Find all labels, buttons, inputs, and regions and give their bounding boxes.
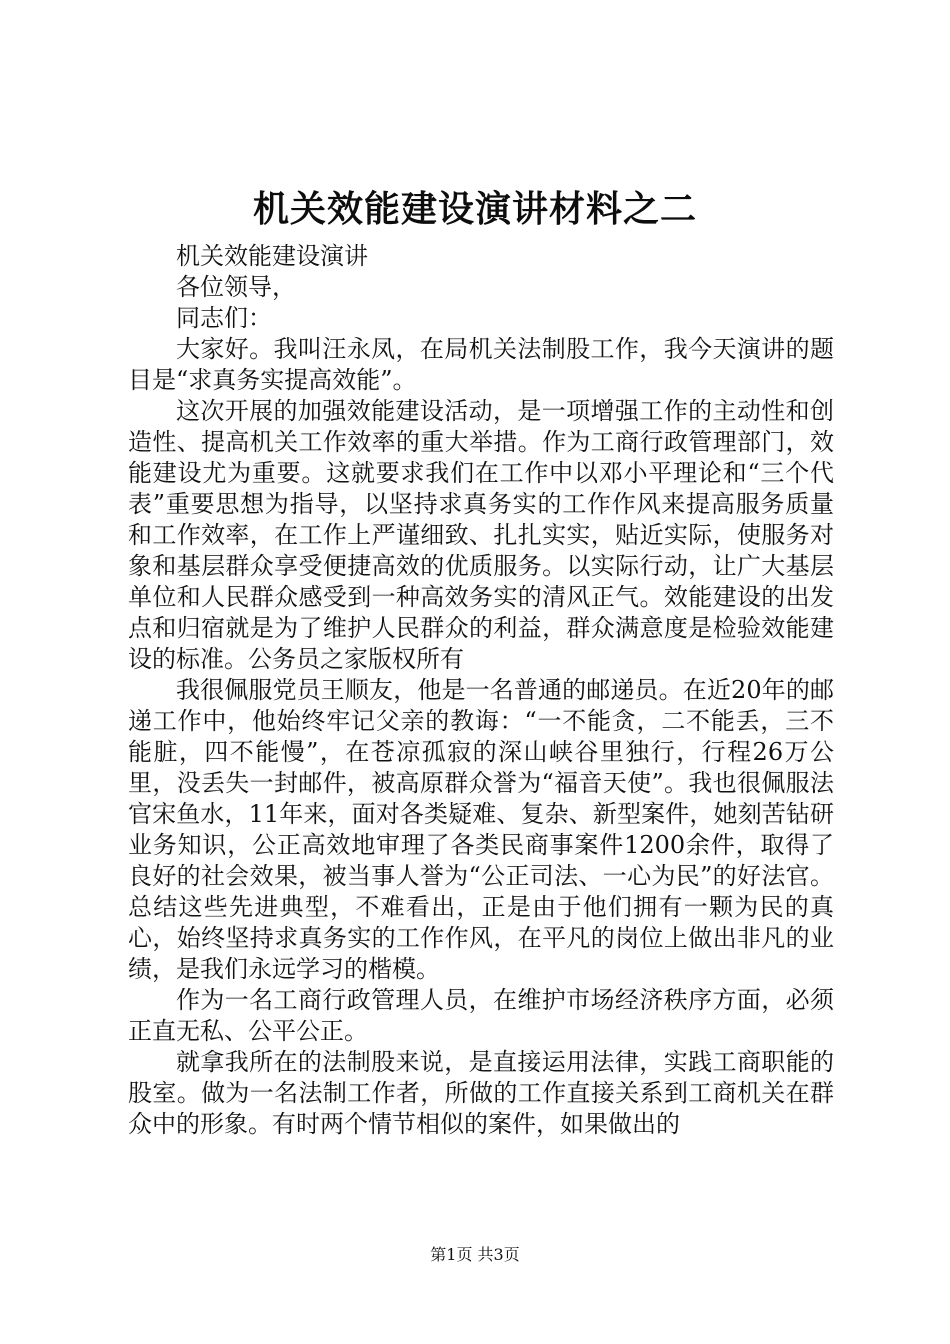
paragraph-efficiency-campaign: 这次开展的加强效能建设活动，是一项增强工作的主动性和创造性、提高机关工作效率的重大举措。作为工商行政管理部门，效能建设尤为重要。这就要求我们在工作中以邓小平理论和“三个代表”重要思想为指导，以坚持求真务实的工作作风来提高服务质量和工作效率，在工作上严谨细致、扎扎实实，贴近实际，使服务对象和基层群众享受便捷高效的优质服务。以实际行动，让广大基层单位和人民群众感受到一种高效务实的清风正气。效能建设的出发点和归宿就是为了维护人民群众的利益，群众满意度是检验效能建设的标准。公务员之家版权所有 [128,397,834,673]
paragraph-legal-section: 就拿我所在的法制股来说，是直接运用法律，实践工商职能的股室。做为一名法制工作者，所做的工作直接关系到工商机关在群众中的形象。有时两个情节相似的案件，如果做出的 [128,1048,834,1138]
paragraph-introduction: 大家好。我叫汪永凤，在局机关法制股工作，我今天演讲的题目是“求真务实提高效能”。 [128,335,834,394]
paragraph-market-order: 作为一名工商行政管理人员，在维护市场经济秩序方面，必须正直无私、公平公正。 [128,986,834,1045]
paragraph-role-models: 我很佩服党员王顺友，他是一名普通的邮递员。在近20年的邮递工作中，他始终牢记父亲的教诲：“一不能贪，二不能丢，三不能脏，四不能慢”，在苍凉孤寂的深山峡谷里独行，行程26万公里，没丢失一封邮件，被高原群众誉为“福音天使”。我也很佩服法官宋鱼水，11年来，面对各类疑难、复杂、新型案件，她刻苦钻研业务知识，公正高效地审理了各类民商事案件1200余件，取得了良好的社会效果，被当事人誉为“公正司法、一心为民”的好法官。总结这些先进典型，不难看出，正是由于他们拥有一颗为民的真心，始终坚持求真务实的工作作风，在平凡的岗位上做出非凡的业绩，是我们永远学习的楷模。 [128,676,834,983]
document-title: 机关效能建设演讲材料之二 [252,188,697,230]
paragraph-speech-heading: 机关效能建设演讲 [176,242,368,270]
document-body [128,241,834,1140]
paragraph-salutation-comrades: 同志们： [176,304,272,332]
paragraph-salutation-leaders: 各位领导， [176,273,296,301]
page-footer: 第1页 共3页 [430,1245,520,1264]
